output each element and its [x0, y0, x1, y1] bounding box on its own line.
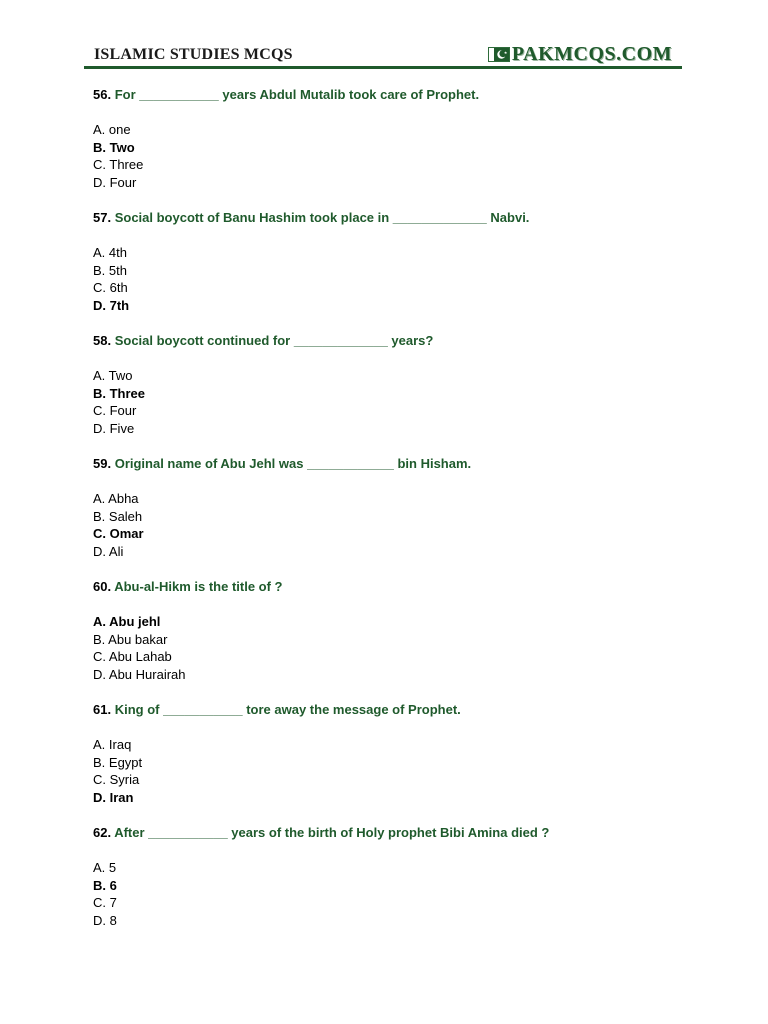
- answer-option: D. Four: [93, 175, 137, 191]
- answer-option: A. Two: [93, 368, 133, 383]
- pakistan-flag-icon: [488, 47, 510, 62]
- question: [93, 209, 673, 227]
- question-text: King of ___________ tore away the message of Prophet.: [114, 702, 461, 717]
- question-number: 62.: [93, 825, 112, 840]
- answer-option-correct: B. Three: [93, 385, 146, 401]
- question: [93, 824, 673, 842]
- question-block: [93, 578, 673, 701]
- question-text: Social boycott of Banu Hashim took place in _____________ Nabvi.: [114, 210, 530, 225]
- answer-option: B. Saleh: [93, 508, 143, 524]
- answer-option: D. Five: [93, 421, 135, 437]
- question-block: [93, 824, 673, 947]
- question-block: [93, 455, 673, 578]
- question-number: 59.: [93, 456, 112, 471]
- question-number: 60.: [93, 579, 112, 594]
- question: [93, 455, 673, 473]
- answer-option: A. 5: [93, 860, 117, 875]
- question-number: 56.: [93, 87, 112, 102]
- answer-option: A. one: [93, 122, 131, 137]
- answer-option: D. Ali: [93, 544, 124, 560]
- question-block: [93, 86, 673, 209]
- answer-option: B. Abu bakar: [93, 631, 168, 647]
- answer-option: C. Three: [93, 157, 144, 173]
- answer-option-correct: B. 6: [93, 877, 117, 893]
- site-logo: [488, 44, 672, 64]
- answer-option: B. 5th: [93, 262, 127, 278]
- question-block: [93, 701, 673, 824]
- question-number: 61.: [93, 702, 112, 717]
- question-text: Abu-al-Hikm is the title of ?: [114, 579, 283, 594]
- answer-option: B. Egypt: [93, 754, 143, 770]
- question-number: 58.: [93, 333, 112, 348]
- answer-option-correct: B. Two: [93, 139, 135, 155]
- answer-option: A. Iraq: [93, 737, 132, 752]
- question-block: [93, 209, 673, 332]
- question: [93, 86, 673, 104]
- answer-option-correct: A. Abu jehl: [93, 614, 161, 629]
- answer-option: C. Syria: [93, 772, 140, 788]
- header-divider: [84, 66, 682, 69]
- question-number: 57.: [93, 210, 112, 225]
- question-text: Original name of Abu Jehl was ____________ bin Hisham.: [114, 456, 472, 471]
- answer-option: C. 7: [93, 895, 117, 911]
- mcq-list: [93, 86, 673, 947]
- question: [93, 701, 673, 719]
- answer-option-correct: C. Omar: [93, 526, 144, 542]
- answer-option-correct: D. Iran: [93, 790, 134, 806]
- question: [93, 578, 673, 596]
- answer-option: A. Abha: [93, 491, 139, 506]
- question: [93, 332, 673, 350]
- question-text: For ___________ years Abdul Mutalib took care of Prophet.: [114, 87, 480, 102]
- answer-option: D. 8: [93, 913, 117, 929]
- question-text: Social boycott continued for _____________ years?: [114, 333, 434, 348]
- answer-option: C. Four: [93, 403, 137, 419]
- answer-option-correct: D. 7th: [93, 298, 130, 314]
- answer-option: A. 4th: [93, 245, 127, 260]
- document-title: ISLAMIC STUDIES MCQS: [94, 46, 293, 63]
- question-block: [93, 332, 673, 455]
- logo-text: PAKMCQS.COM: [511, 42, 672, 65]
- answer-option: C. Abu Lahab: [93, 649, 172, 665]
- question-text: After ___________ years of the birth of Holy prophet Bibi Amina died ?: [114, 825, 550, 840]
- answer-option: C. 6th: [93, 280, 128, 296]
- answer-option: D. Abu Hurairah: [93, 667, 186, 683]
